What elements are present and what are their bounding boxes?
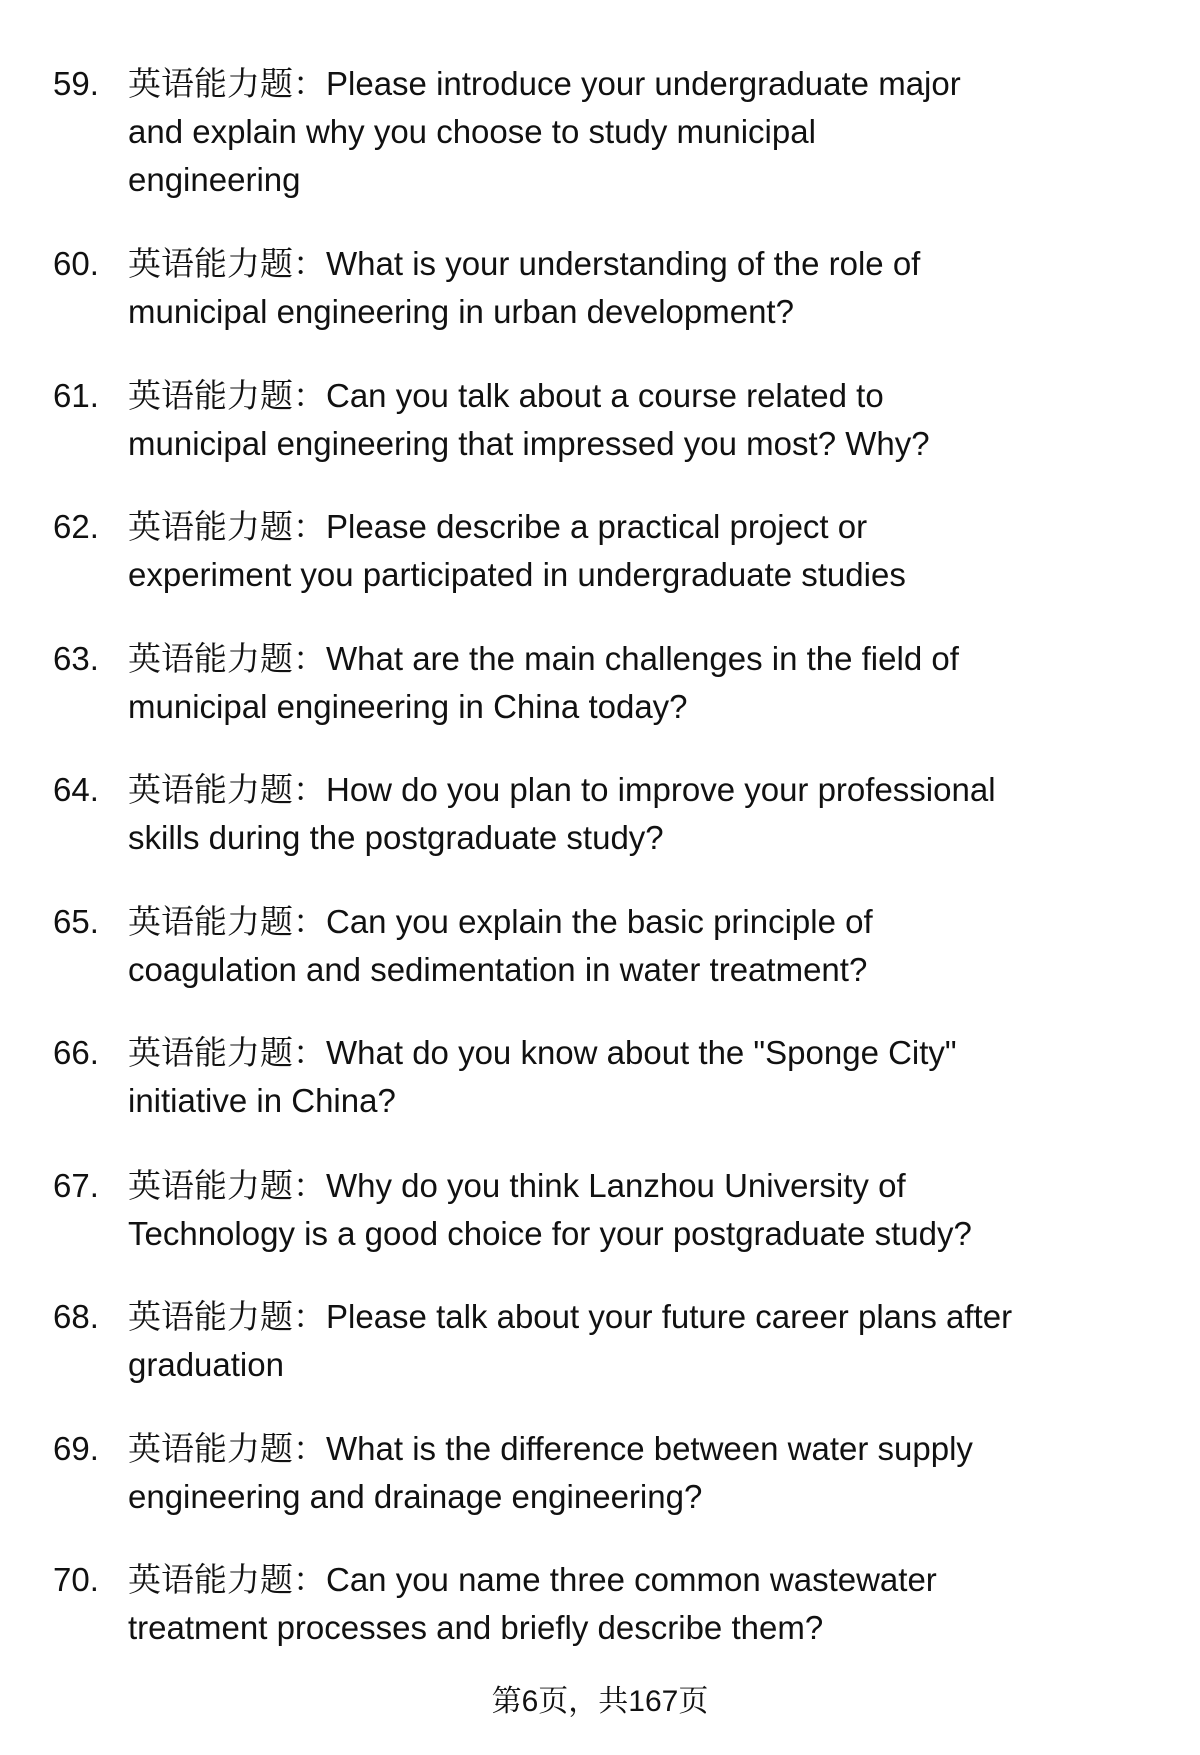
question-number: 69.: [53, 1430, 99, 1467]
question-line: engineering and drainage engineering?: [128, 1478, 703, 1515]
question-line: experiment you participated in undergraduate studies: [128, 556, 906, 593]
question-text: [128, 898, 873, 994]
question-line: engineering: [128, 161, 301, 198]
question-line: 英语能力题：What is your understanding of the role of: [128, 245, 921, 282]
question-text: [128, 1425, 973, 1521]
question-line: municipal engineering that impressed you most? Why?: [128, 425, 930, 462]
question-number: 61.: [53, 377, 99, 414]
question-line: 英语能力题：Why do you think Lanzhou University of: [128, 1167, 906, 1204]
question-line: 英语能力题：Please talk about your future career plans after: [128, 1298, 1013, 1335]
question-line: 英语能力题：What is the difference between water supply: [128, 1430, 973, 1467]
question-text: [128, 766, 996, 862]
question-text: [128, 240, 920, 336]
question-text: [128, 1293, 1012, 1389]
question-line: 英语能力题：What do you know about the "Sponge City": [128, 1034, 957, 1071]
question-line: treatment processes and briefly describe them?: [128, 1609, 824, 1646]
question-line: Technology is a good choice for your postgraduate study?: [128, 1215, 972, 1252]
question-line: municipal engineering in China today?: [128, 688, 688, 725]
question-line: 英语能力题：What are the main challenges in the field of: [128, 640, 959, 677]
question-line: 英语能力题：Please describe a practical project or: [128, 508, 868, 545]
question-text: [128, 372, 930, 468]
question-line: initiative in China?: [128, 1082, 396, 1119]
question-line: municipal engineering in urban development?: [128, 293, 794, 330]
question-text: [128, 1556, 937, 1652]
page-footer: 第6页，共167页: [491, 1685, 709, 1718]
question-number: 64.: [53, 771, 99, 808]
question-line: graduation: [128, 1346, 284, 1383]
question-number: 62.: [53, 508, 99, 545]
question-text: [128, 1162, 972, 1258]
question-line: skills during the postgraduate study?: [128, 819, 664, 856]
question-line: and explain why you choose to study municipal: [128, 113, 816, 150]
question-line: 英语能力题：Can you explain the basic principle of: [128, 903, 873, 940]
question-text: [128, 635, 959, 731]
question-number: 63.: [53, 640, 99, 677]
question-text: [128, 1029, 957, 1125]
question-number: 70.: [53, 1561, 99, 1598]
question-line: coagulation and sedimentation in water treatment?: [128, 951, 868, 988]
question-number: 67.: [53, 1167, 99, 1204]
question-line: 英语能力题：Can you name three common wastewater: [128, 1561, 937, 1598]
question-number: 68.: [53, 1298, 99, 1335]
question-line: 英语能力题：Can you talk about a course related to: [128, 377, 884, 414]
question-number: 65.: [53, 903, 99, 940]
question-line: 英语能力题：How do you plan to improve your professional: [128, 771, 996, 808]
question-text: [128, 503, 906, 599]
question-number: 59.: [53, 65, 99, 102]
question-number: 66.: [53, 1034, 99, 1071]
question-number: 60.: [53, 245, 99, 282]
question-line: 英语能力题：Please introduce your undergraduate major: [128, 65, 961, 102]
question-text: [128, 60, 961, 204]
